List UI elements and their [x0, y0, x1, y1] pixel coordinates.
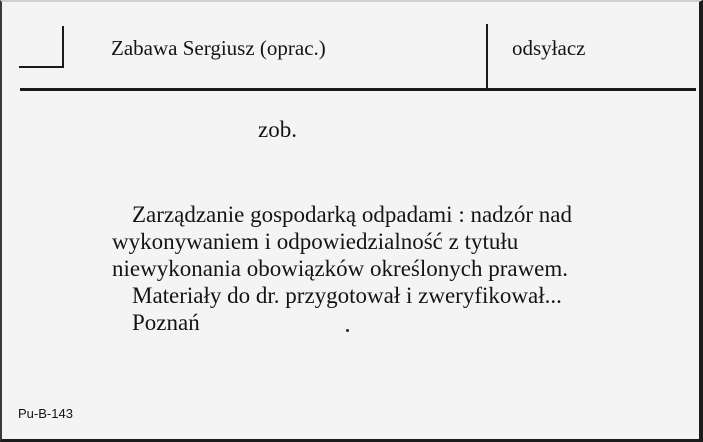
title-entry: [112, 201, 652, 336]
see-reference-label: zob.: [258, 117, 297, 142]
author-heading: Zabawa Sergiusz (oprac.): [111, 36, 326, 60]
header-divider: [486, 24, 488, 90]
ink-dot: [346, 329, 349, 332]
header-rule: [20, 88, 696, 91]
note-line: Materiały do dr. przygotował i zweryfikował...: [132, 283, 562, 308]
shelf-signature: Pu-B-143: [18, 406, 73, 421]
title-line-3: niewykonania obowiązków określonych prawem.: [112, 256, 569, 281]
entry-type-label: odsyłacz: [512, 36, 586, 60]
place-line: Poznań: [132, 310, 200, 335]
corner-mark: [19, 26, 64, 68]
title-line-2: wykonywaniem i odpowiedzialność z tytułu: [112, 229, 519, 254]
title-line-1: Zarządzanie gospodarką odpadami : nadzór nad: [132, 202, 572, 227]
